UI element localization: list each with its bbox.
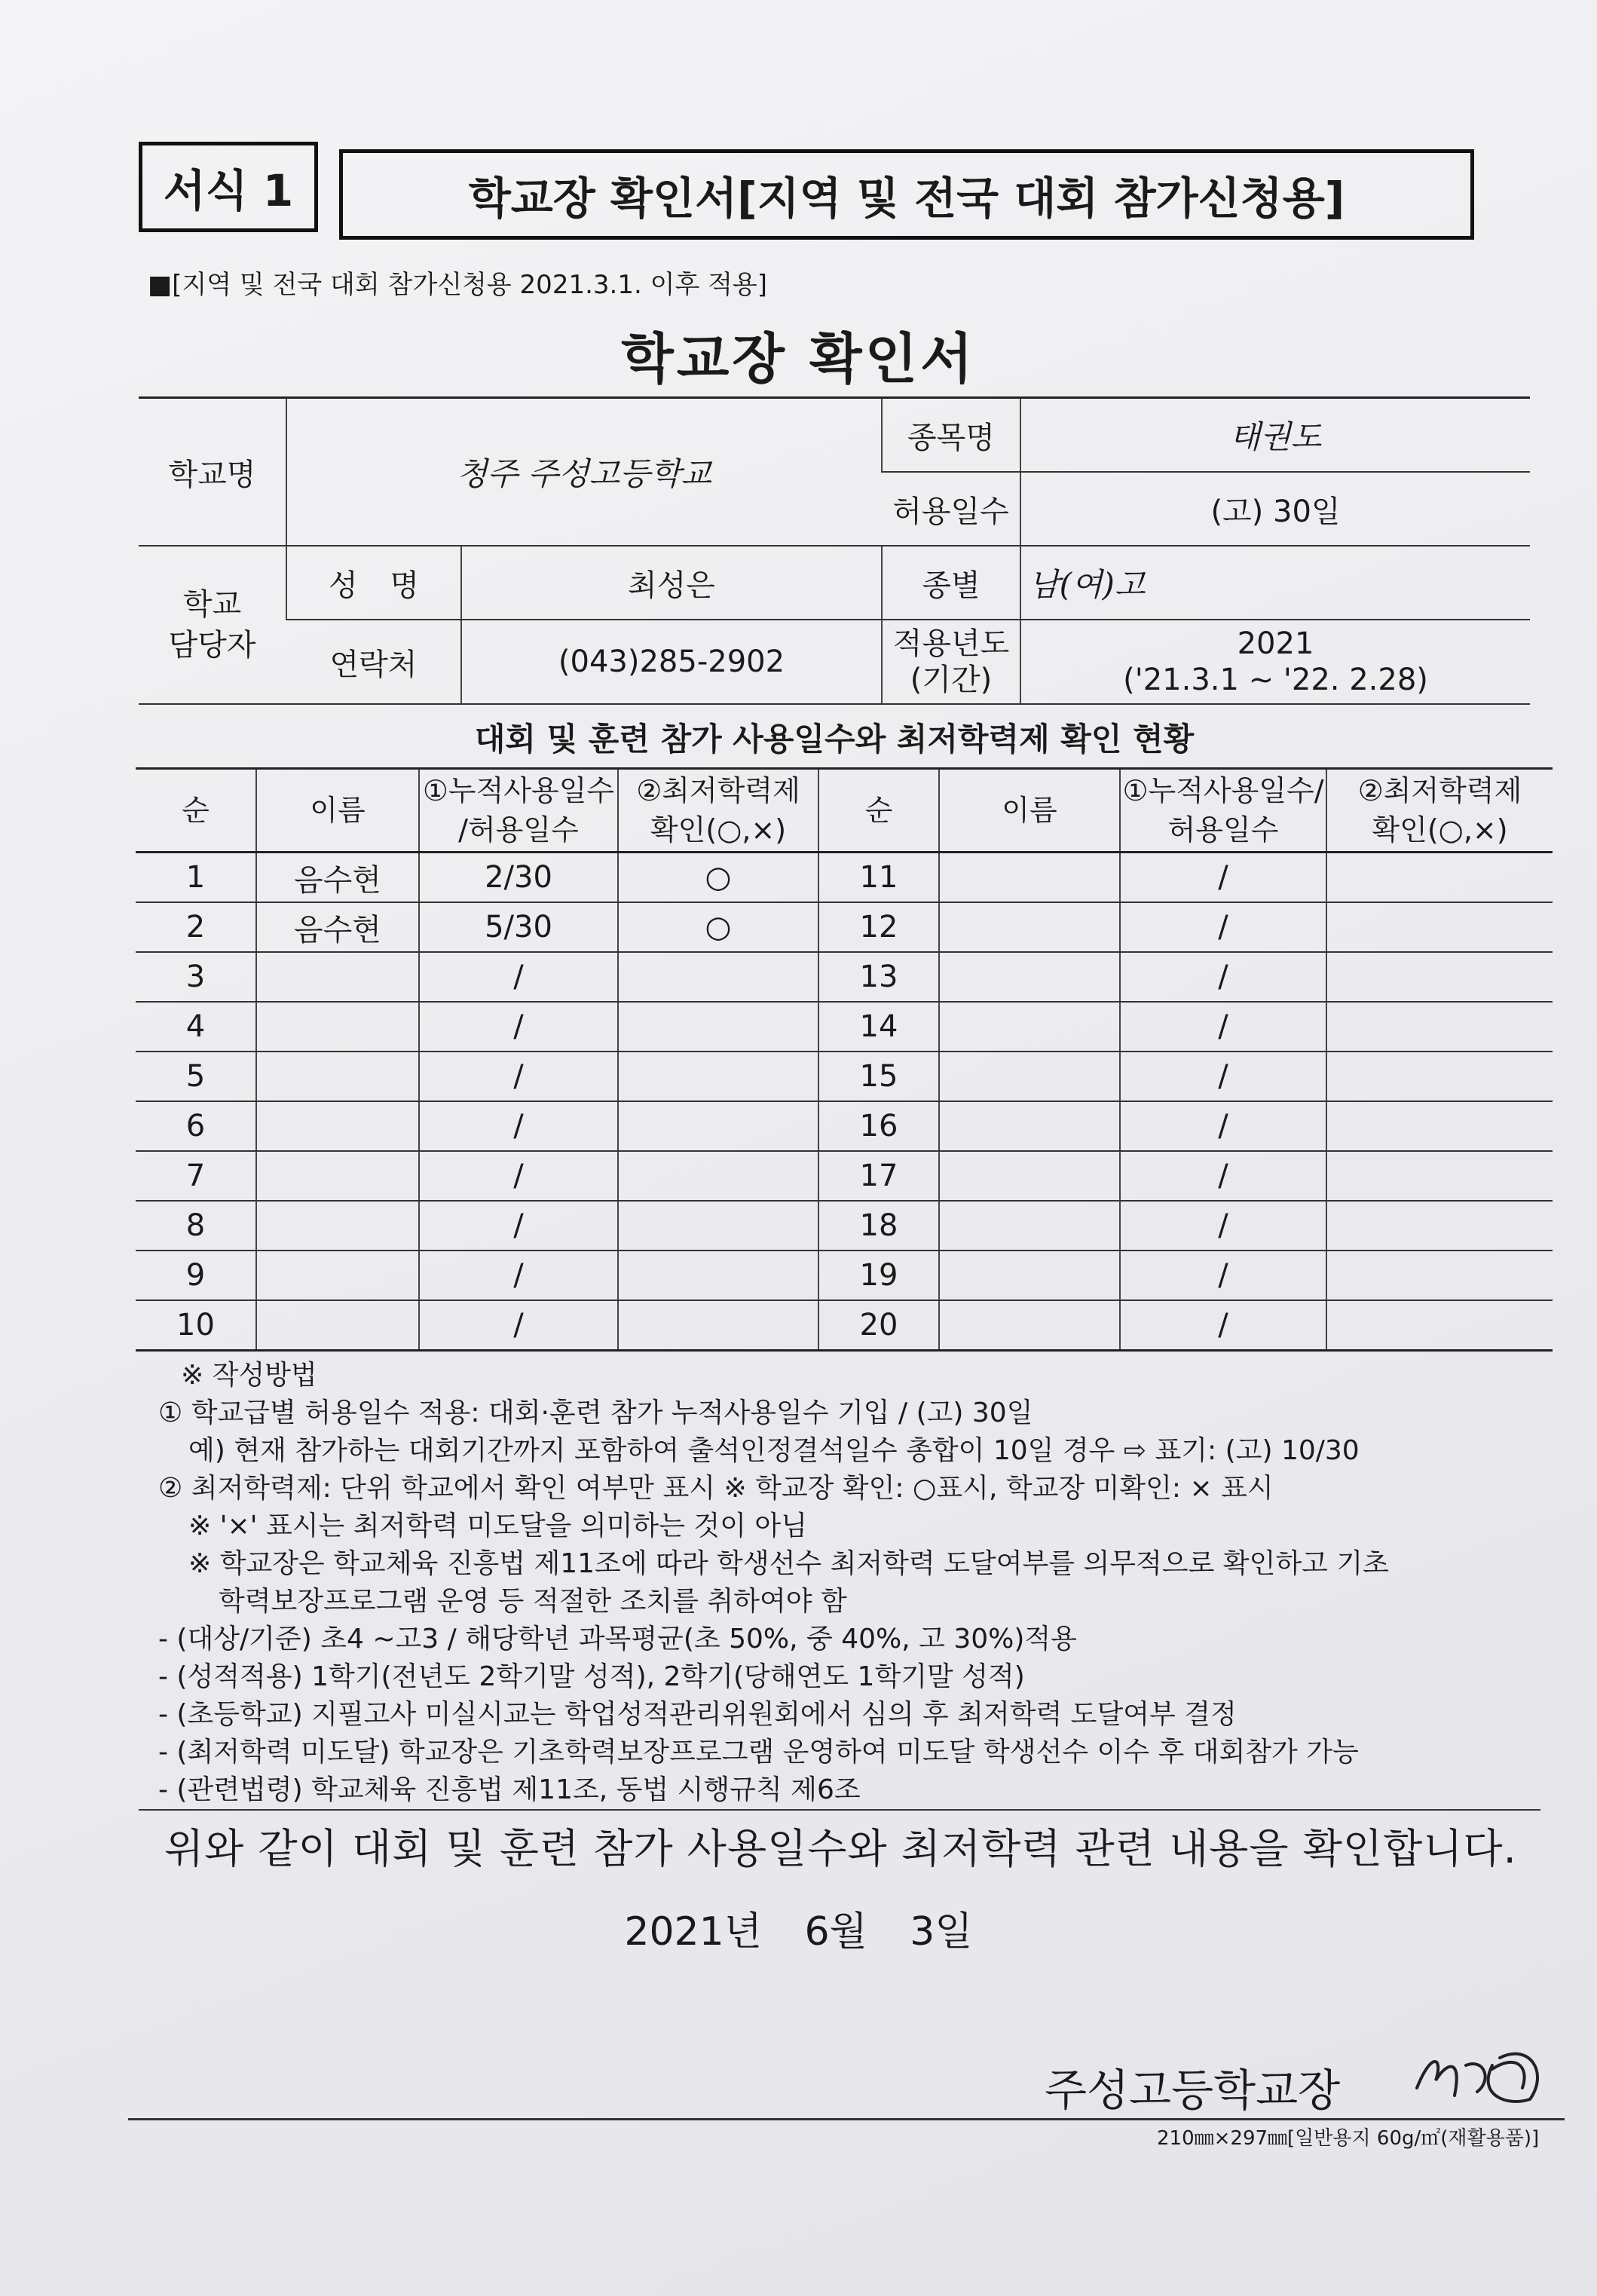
table-cell: 2 bbox=[136, 902, 256, 952]
note-2: ② 최저학력제: 단위 학교에서 확인 여부만 표시 ※ 학교장 확인: ○표시, 학교장 미확인: × 표시 bbox=[158, 1473, 1274, 1504]
table-cell: 10 bbox=[136, 1300, 256, 1351]
confirmation-statement: 위와 같이 대회 및 훈련 참가 사용일수와 최저학력 관련 내용을 확인합니다. bbox=[164, 1825, 1517, 1872]
table-row bbox=[136, 1052, 1553, 1101]
issue-date: 2021년 6월 3일 bbox=[624, 1909, 973, 1955]
table-cell: 17 bbox=[818, 1151, 939, 1201]
table-cell: 5/30 bbox=[419, 902, 618, 952]
column-header: 이름 bbox=[256, 769, 419, 853]
table-cell bbox=[939, 1201, 1120, 1251]
table-cell: 18 bbox=[818, 1201, 939, 1251]
table-cell: 6 bbox=[136, 1101, 256, 1151]
table-cell: / bbox=[419, 1300, 618, 1351]
table-cell: 19 bbox=[818, 1251, 939, 1300]
paper-spec: 210㎜×297㎜[일반용지 60g/㎡(재활용품)] bbox=[1157, 2127, 1540, 2150]
table-cell bbox=[618, 1201, 818, 1251]
table-cell bbox=[939, 1052, 1120, 1101]
table-cell bbox=[1326, 1101, 1553, 1151]
form-title-box bbox=[339, 149, 1474, 240]
applies-note: ■[지역 및 전국 대회 참가신청용 2021.3.1. 이후 적용] bbox=[148, 270, 768, 300]
table-cell: / bbox=[1120, 1101, 1326, 1151]
info-table bbox=[139, 396, 1530, 705]
table-cell bbox=[256, 1300, 419, 1351]
table-cell bbox=[1326, 1251, 1553, 1300]
allowed-days-value: (고) 30일 bbox=[1020, 472, 1530, 546]
table-cell bbox=[939, 1251, 1120, 1300]
event-label: 종목명 bbox=[882, 398, 1020, 473]
table-cell: 1 bbox=[136, 853, 256, 903]
status-title: 대회 및 훈련 참가 사용일수와 최저학력제 확인 현황 bbox=[474, 721, 1195, 758]
table-row bbox=[136, 853, 1553, 903]
table-cell bbox=[939, 853, 1120, 903]
column-header: 이름 bbox=[939, 769, 1120, 853]
table-cell bbox=[1326, 952, 1553, 1002]
instructions-heading: ※ 작성방법 bbox=[181, 1360, 317, 1391]
gender-label: 종별 bbox=[882, 546, 1020, 620]
table-cell bbox=[256, 1251, 419, 1300]
table-cell: ○ bbox=[618, 902, 818, 952]
column-header: ①누적사용일수/ 허용일수 bbox=[1120, 769, 1326, 853]
table-cell: / bbox=[419, 952, 618, 1002]
table-row bbox=[136, 1251, 1553, 1300]
note-1: ① 학교급별 허용일수 적용: 대회·훈련 참가 누적사용일수 기입 / (고) 30일 bbox=[158, 1397, 1033, 1428]
table-cell: 15 bbox=[818, 1052, 939, 1101]
table-cell: / bbox=[1120, 902, 1326, 952]
allowed-days-label: 허용일수 bbox=[882, 472, 1020, 546]
form-number: 서식 1 bbox=[163, 165, 294, 216]
table-cell: / bbox=[1120, 853, 1326, 903]
table-cell bbox=[939, 1300, 1120, 1351]
table-cell: 14 bbox=[818, 1002, 939, 1052]
form-number-box bbox=[139, 142, 318, 232]
table-cell: / bbox=[419, 1201, 618, 1251]
table-cell: 13 bbox=[818, 952, 939, 1002]
table-cell: / bbox=[1120, 1052, 1326, 1101]
table-cell: / bbox=[419, 1151, 618, 1201]
table-cell bbox=[1326, 1151, 1553, 1201]
table-cell: 7 bbox=[136, 1151, 256, 1201]
table-cell: 4 bbox=[136, 1002, 256, 1052]
column-header: ①누적사용일수 /허용일수 bbox=[419, 769, 618, 853]
table-row bbox=[136, 1151, 1553, 1201]
column-header: ②최저학력제 확인(○,×) bbox=[1326, 769, 1553, 853]
table-cell: / bbox=[1120, 1300, 1326, 1351]
table-cell: / bbox=[419, 1052, 618, 1101]
table-cell: / bbox=[1120, 1002, 1326, 1052]
table-cell bbox=[256, 1101, 419, 1151]
signature-stamp bbox=[1402, 2035, 1553, 2111]
table-cell: ○ bbox=[618, 853, 818, 903]
table-cell: 8 bbox=[136, 1201, 256, 1251]
column-header: ②최저학력제 확인(○,×) bbox=[618, 769, 818, 853]
usage-table-header bbox=[136, 769, 1553, 853]
table-cell: / bbox=[419, 1251, 618, 1300]
contact-label: 연락처 bbox=[286, 620, 461, 704]
table-cell bbox=[618, 1151, 818, 1201]
table-cell bbox=[256, 1151, 419, 1201]
table-cell: 9 bbox=[136, 1251, 256, 1300]
table-cell bbox=[618, 1300, 818, 1351]
period-label: 적용년도 (기간) bbox=[882, 620, 1020, 704]
contact-value: (043)285-2902 bbox=[461, 620, 882, 704]
table-cell: / bbox=[419, 1101, 618, 1151]
detail-target: - (대상/기준) 초4 ~고3 / 해당학년 과목평균(초 50%, 중 40%, 고 30%)적용 bbox=[158, 1624, 1077, 1655]
table-cell bbox=[618, 1251, 818, 1300]
table-row bbox=[136, 952, 1553, 1002]
school-value: 청주 주성고등학교 bbox=[286, 398, 882, 546]
table-cell: / bbox=[1120, 1251, 1326, 1300]
note-2-b2: 학력보장프로그램 운영 등 적절한 조치를 취하여야 함 bbox=[219, 1586, 847, 1617]
table-cell bbox=[939, 1101, 1120, 1151]
period-range: ('21.3.1 ~ '22. 2.28) bbox=[1123, 663, 1428, 697]
table-cell: 16 bbox=[818, 1101, 939, 1151]
table-cell bbox=[1326, 1002, 1553, 1052]
table-cell: / bbox=[1120, 1201, 1326, 1251]
table-cell: 3 bbox=[136, 952, 256, 1002]
table-cell bbox=[939, 902, 1120, 952]
document-title: 학교장 확인서 bbox=[621, 327, 976, 390]
table-cell: / bbox=[1120, 952, 1326, 1002]
detail-grades: - (성적적용) 1학기(전년도 2학기말 성적), 2학기(당해연도 1학기말 성적) bbox=[158, 1661, 1025, 1692]
principal-title: 주성고등학교장 bbox=[1045, 2065, 1341, 2116]
table-row bbox=[136, 1101, 1553, 1151]
table-cell bbox=[1326, 1052, 1553, 1101]
form-title: 학교장 확인서[지역 및 전국 대회 참가신청용] bbox=[468, 173, 1345, 224]
table-row bbox=[136, 1300, 1553, 1351]
divider bbox=[128, 2118, 1565, 2120]
table-cell bbox=[1326, 902, 1553, 952]
name-label: 성 명 bbox=[286, 546, 461, 620]
period-year: 2021 bbox=[1237, 626, 1314, 661]
table-cell: / bbox=[419, 1002, 618, 1052]
table-cell bbox=[1326, 1201, 1553, 1251]
period-value bbox=[1020, 620, 1530, 704]
detail-law: - (관련법령) 학교체육 진흥법 제11조, 동법 시행규칙 제6조 bbox=[158, 1774, 861, 1805]
name-value: 최성은 bbox=[461, 546, 882, 620]
detail-unmet: - (최저학력 미도달) 학교장은 기초학력보장프로그램 운영하여 미도달 학생선수 이수 후 대회참가 가능 bbox=[158, 1737, 1359, 1768]
instructions bbox=[158, 1357, 1389, 1809]
table-cell bbox=[618, 1101, 818, 1151]
note-1-example: 예) 현재 참가하는 대회기간까지 포함하여 출석인정결석일수 총합이 10일 경우 ⇨ 표기: (고) 10/30 bbox=[188, 1435, 1360, 1466]
table-cell bbox=[618, 952, 818, 1002]
table-cell: 음수현 bbox=[256, 853, 419, 903]
column-header: 순 bbox=[136, 769, 256, 853]
event-value: 태권도 bbox=[1020, 398, 1530, 473]
table-cell: 20 bbox=[818, 1300, 939, 1351]
table-cell bbox=[1326, 1300, 1553, 1351]
table-cell bbox=[618, 1002, 818, 1052]
gender-value: 남(여)고 bbox=[1020, 546, 1530, 620]
table-cell: 11 bbox=[818, 853, 939, 903]
table-cell bbox=[939, 1002, 1120, 1052]
table-cell bbox=[939, 1151, 1120, 1201]
table-row bbox=[136, 902, 1553, 952]
table-row bbox=[136, 1002, 1553, 1052]
note-2-b1: ※ 학교장은 학교체육 진흥법 제11조에 따라 학생선수 최저학력 도달여부를 의무적으로 확인하고 기초 bbox=[188, 1548, 1389, 1579]
school-label: 학교명 bbox=[139, 398, 286, 546]
table-cell: 음수현 bbox=[256, 902, 419, 952]
table-cell bbox=[256, 952, 419, 1002]
note-2-a: ※ '×' 표시는 최저학력 미도달을 의미하는 것이 아님 bbox=[188, 1511, 807, 1541]
table-cell: 5 bbox=[136, 1052, 256, 1101]
divider bbox=[139, 1809, 1540, 1811]
column-header: 순 bbox=[818, 769, 939, 853]
table-cell bbox=[618, 1052, 818, 1101]
manager-label: 학교 담당자 bbox=[139, 546, 286, 704]
table-row bbox=[136, 1201, 1553, 1251]
table-cell bbox=[256, 1201, 419, 1251]
usage-table bbox=[136, 767, 1553, 1352]
table-cell: 12 bbox=[818, 902, 939, 952]
table-cell bbox=[1326, 853, 1553, 903]
detail-elementary: - (초등학교) 지필고사 미실시교는 학업성적관리위원회에서 심의 후 최저학력 도달여부 결정 bbox=[158, 1699, 1237, 1730]
table-cell: 2/30 bbox=[419, 853, 618, 903]
table-cell bbox=[256, 1002, 419, 1052]
table-cell: / bbox=[1120, 1151, 1326, 1201]
table-cell bbox=[256, 1052, 419, 1101]
table-cell bbox=[939, 952, 1120, 1002]
